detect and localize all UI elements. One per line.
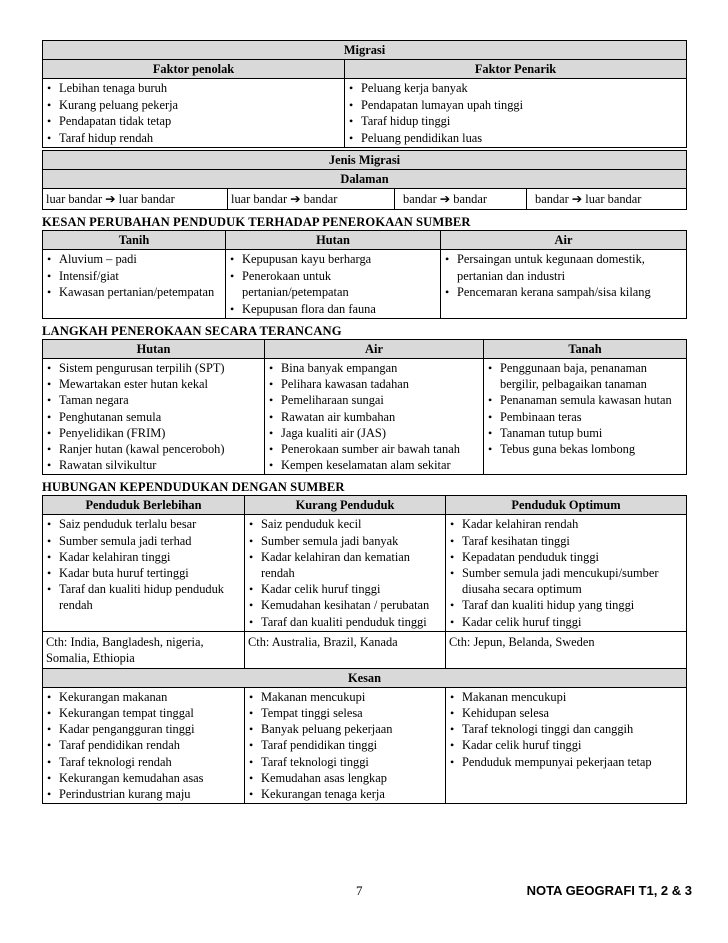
col-header: Tanah: [484, 340, 687, 359]
nota-title: NOTA GEOGRAFI T1, 2 & 3: [526, 883, 692, 898]
langkah-air-item: • Rawatan air kumbahan: [268, 409, 480, 425]
kesan-perubahan-table: [42, 230, 687, 319]
kesan-optimum-cell: [446, 687, 687, 803]
kurang-item: • Kadar kelahiran dan kematian rendah: [248, 549, 442, 581]
langkah-hutan-cell: [43, 359, 265, 475]
jenis-subtitle: Dalaman: [43, 170, 687, 189]
kesan-berlebihan-cell: [43, 687, 245, 803]
contoh-cell: Cth: Jepun, Belanda, Sweden: [446, 631, 687, 668]
penolak-item: • Lebihan tenaga buruh: [46, 80, 341, 97]
optimum-item: • Taraf dan kualiti hidup yang tinggi: [449, 597, 683, 613]
kesan-kurang-item: • Taraf teknologi tinggi: [248, 754, 442, 770]
langkah-hutan-item: • Sistem pengurusan terpilih (SPT): [46, 360, 261, 376]
kurang-item: • Saiz penduduk kecil: [248, 516, 442, 532]
langkah-air-item: • Kempen keselamatan alam sekitar: [268, 457, 480, 473]
langkah-air-item: • Jaga kualiti air (JAS): [268, 425, 480, 441]
berlebihan-item: • Sumber semula jadi terhad: [46, 533, 241, 549]
jenis-title: Jenis Migrasi: [43, 151, 687, 170]
kesan-kurang-list: [248, 688, 442, 803]
langkah-hutan-item: • Taman negara: [46, 392, 261, 408]
hubungan-table: [42, 495, 687, 804]
col-header: Kurang Penduduk: [245, 496, 446, 515]
kesan-berlebihan-item: • Perindustrian kurang maju: [46, 786, 241, 802]
col-header: Hutan: [43, 340, 265, 359]
hutan-item: • Kepupusan flora dan fauna: [229, 301, 437, 318]
langkah-air-item: • Bina banyak empangan: [268, 360, 480, 376]
langkah-tanah-item: • Penanaman semula kawasan hutan: [487, 392, 683, 408]
penolak-list: [46, 79, 341, 147]
col-header: Hutan: [226, 231, 441, 250]
contoh-cell: Cth: India, Bangladesh, nigeria, Somalia, Ethiopia: [43, 631, 245, 668]
langkah-tanah-item: • Tanaman tutup bumi: [487, 425, 683, 441]
tanih-cell: [43, 250, 226, 319]
kesan-optimum-item: • Makanan mencukupi: [449, 689, 683, 705]
hutan-list: [229, 250, 437, 318]
kesan-berlebihan-item: • Kekurangan tempat tinggal: [46, 705, 241, 721]
penarik-cell: [345, 79, 687, 148]
langkah-hutan-item: • Mewartakan ester hutan kekal: [46, 376, 261, 392]
migration-type: luar bandar ➔ bandar: [228, 189, 395, 210]
kesan-kurang-item: • Kekurangan tenaga kerja: [248, 786, 442, 802]
penarik-item: • Taraf hidup tinggi: [348, 113, 683, 130]
berlebihan-list: [46, 515, 241, 614]
migration-type: luar bandar ➔ luar bandar: [43, 189, 228, 210]
berlebihan-item: • Kadar kelahiran tinggi: [46, 549, 241, 565]
migrasi-title: Migrasi: [43, 41, 687, 60]
col-header: Penduduk Optimum: [446, 496, 687, 515]
penolak-cell: [43, 79, 345, 148]
kurang-item: • Kemudahan kesihatan / perubatan: [248, 597, 442, 613]
langkah-tanah-item: • Pembinaan teras: [487, 409, 683, 425]
col-header: Air: [441, 231, 687, 250]
optimum-item: • Sumber semula jadi mencukupi/sumber diusaha secara optimum: [449, 565, 683, 597]
migration-type: bandar ➔ bandar: [395, 189, 527, 210]
hutan-item: • Kepupusan kayu berharga: [229, 251, 437, 268]
optimum-item: • Kadar celik huruf tinggi: [449, 614, 683, 630]
kurang-item: • Kadar celik huruf tinggi: [248, 581, 442, 597]
penarik-item: • Peluang pendidikan luas: [348, 130, 683, 147]
page-number: 7: [356, 883, 363, 898]
langkah-air-item: • Penerokaan sumber air bawah tanah: [268, 441, 480, 457]
kesan-optimum-item: • Kadar celik huruf tinggi: [449, 737, 683, 753]
berlebihan-item: • Taraf dan kualiti hidup penduduk rendah: [46, 581, 241, 613]
langkah-air-item: • Pelihara kawasan tadahan: [268, 376, 480, 392]
langkah-table: [42, 339, 687, 475]
kesan-kurang-item: • Kemudahan asas lengkap: [248, 770, 442, 786]
optimum-item: • Kadar kelahiran rendah: [449, 516, 683, 532]
langkah-tanah-list: [487, 359, 683, 458]
tanih-item: • Intensif/giat: [46, 268, 222, 285]
penarik-header: Faktor Penarik: [345, 60, 687, 79]
langkah-tanah-item: • Penggunaan baja, penanaman bergilir, pelbagaikan tanaman: [487, 360, 683, 392]
langkah-hutan-list: [46, 359, 261, 474]
kesan-berlebihan-item: • Kadar pengangguran tinggi: [46, 721, 241, 737]
penolak-item: • Kurang peluang pekerja: [46, 97, 341, 114]
kesan-kurang-item: • Tempat tinggi selesa: [248, 705, 442, 721]
hutan-item: • Penerokaan untuk pertanian/petempatan: [229, 268, 437, 301]
kurang-item: • Sumber semula jadi banyak: [248, 533, 442, 549]
hubungan-heading: HUBUNGAN KEPENDUDUKAN DENGAN SUMBER: [42, 480, 345, 495]
penolak-item: • Pendapatan tidak tetap: [46, 113, 341, 130]
optimum-list: [449, 515, 683, 630]
kurang-cell: [245, 515, 446, 631]
kesan-berlebihan-item: • Taraf teknologi rendah: [46, 754, 241, 770]
optimum-item: • Taraf kesihatan tinggi: [449, 533, 683, 549]
jenis-migrasi-table: [42, 150, 687, 210]
langkah-heading: LANGKAH PENEROKAAN SECARA TERANCANG: [42, 324, 342, 338]
langkah-air-cell: [265, 359, 484, 475]
penolak-item: • Taraf hidup rendah: [46, 130, 341, 147]
kesan-optimum-item: • Taraf teknologi tinggi dan canggih: [449, 721, 683, 737]
kesan-berlebihan-item: • Kekurangan makanan: [46, 689, 241, 705]
langkah-hutan-item: • Ranjer hutan (kawal penceroboh): [46, 441, 261, 457]
col-header: Penduduk Berlebihan: [43, 496, 245, 515]
kesan-title: Kesan: [43, 668, 687, 687]
kesan-optimum-item: • Kehidupan selesa: [449, 705, 683, 721]
kesan-perubahan-heading: KESAN PERUBAHAN PENDUDUK TERHADAP PENEROKAAN SUMBER: [42, 215, 471, 229]
kesan-berlebihan-list: [46, 688, 241, 803]
langkah-hutan-item: • Rawatan silvikultur: [46, 457, 261, 473]
kesan-kurang-item: • Taraf pendidikan tinggi: [248, 737, 442, 753]
langkah-tanah-cell: [484, 359, 687, 475]
optimum-item: • Kepadatan penduduk tinggi: [449, 549, 683, 565]
kurang-list: [248, 515, 442, 630]
langkah-hutan-item: • Penyelidikan (FRIM): [46, 425, 261, 441]
kesan-kurang-item: • Makanan mencukupi: [248, 689, 442, 705]
tanih-item: • Kawasan pertanian/petempatan: [46, 284, 222, 301]
air-item: • Pencemaran kerana sampah/sisa kilang: [444, 284, 683, 301]
hutan-cell: [226, 250, 441, 319]
kurang-item: • Taraf dan kualiti penduduk tinggi: [248, 614, 442, 630]
air-cell: [441, 250, 687, 319]
air-list: [444, 250, 683, 302]
langkah-tanah-item: • Tebus guna bekas lombong: [487, 441, 683, 457]
page-footer: [0, 883, 728, 901]
kesan-kurang-cell: [245, 687, 446, 803]
penarik-item: • Peluang kerja banyak: [348, 80, 683, 97]
col-header: Air: [265, 340, 484, 359]
migrasi-table: [42, 40, 687, 148]
tanih-item: • Aluvium – padi: [46, 251, 222, 268]
contoh-cell: Cth: Australia, Brazil, Kanada: [245, 631, 446, 668]
kesan-optimum-item: • Penduduk mempunyai pekerjaan tetap: [449, 754, 683, 770]
kesan-optimum-list: [449, 688, 683, 771]
tanih-list: [46, 250, 222, 302]
penarik-item: • Pendapatan lumayan upah tinggi: [348, 97, 683, 114]
berlebihan-item: • Saiz penduduk terlalu besar: [46, 516, 241, 532]
optimum-cell: [446, 515, 687, 631]
berlebihan-cell: [43, 515, 245, 631]
langkah-air-item: • Pemeliharaan sungai: [268, 392, 480, 408]
document-page: [42, 40, 686, 804]
air-item: • Persaingan untuk kegunaan domestik, pertanian dan industri: [444, 251, 683, 284]
migration-type: bandar ➔ luar bandar: [527, 189, 687, 210]
col-header: Tanih: [43, 231, 226, 250]
langkah-air-list: [268, 359, 480, 474]
penarik-list: [348, 79, 683, 147]
kesan-kurang-item: • Banyak peluang pekerjaan: [248, 721, 442, 737]
penolak-header: Faktor penolak: [43, 60, 345, 79]
kesan-berlebihan-item: • Kekurangan kemudahan asas: [46, 770, 241, 786]
langkah-hutan-item: • Penghutanan semula: [46, 409, 261, 425]
kesan-berlebihan-item: • Taraf pendidikan rendah: [46, 737, 241, 753]
berlebihan-item: • Kadar buta huruf tertinggi: [46, 565, 241, 581]
